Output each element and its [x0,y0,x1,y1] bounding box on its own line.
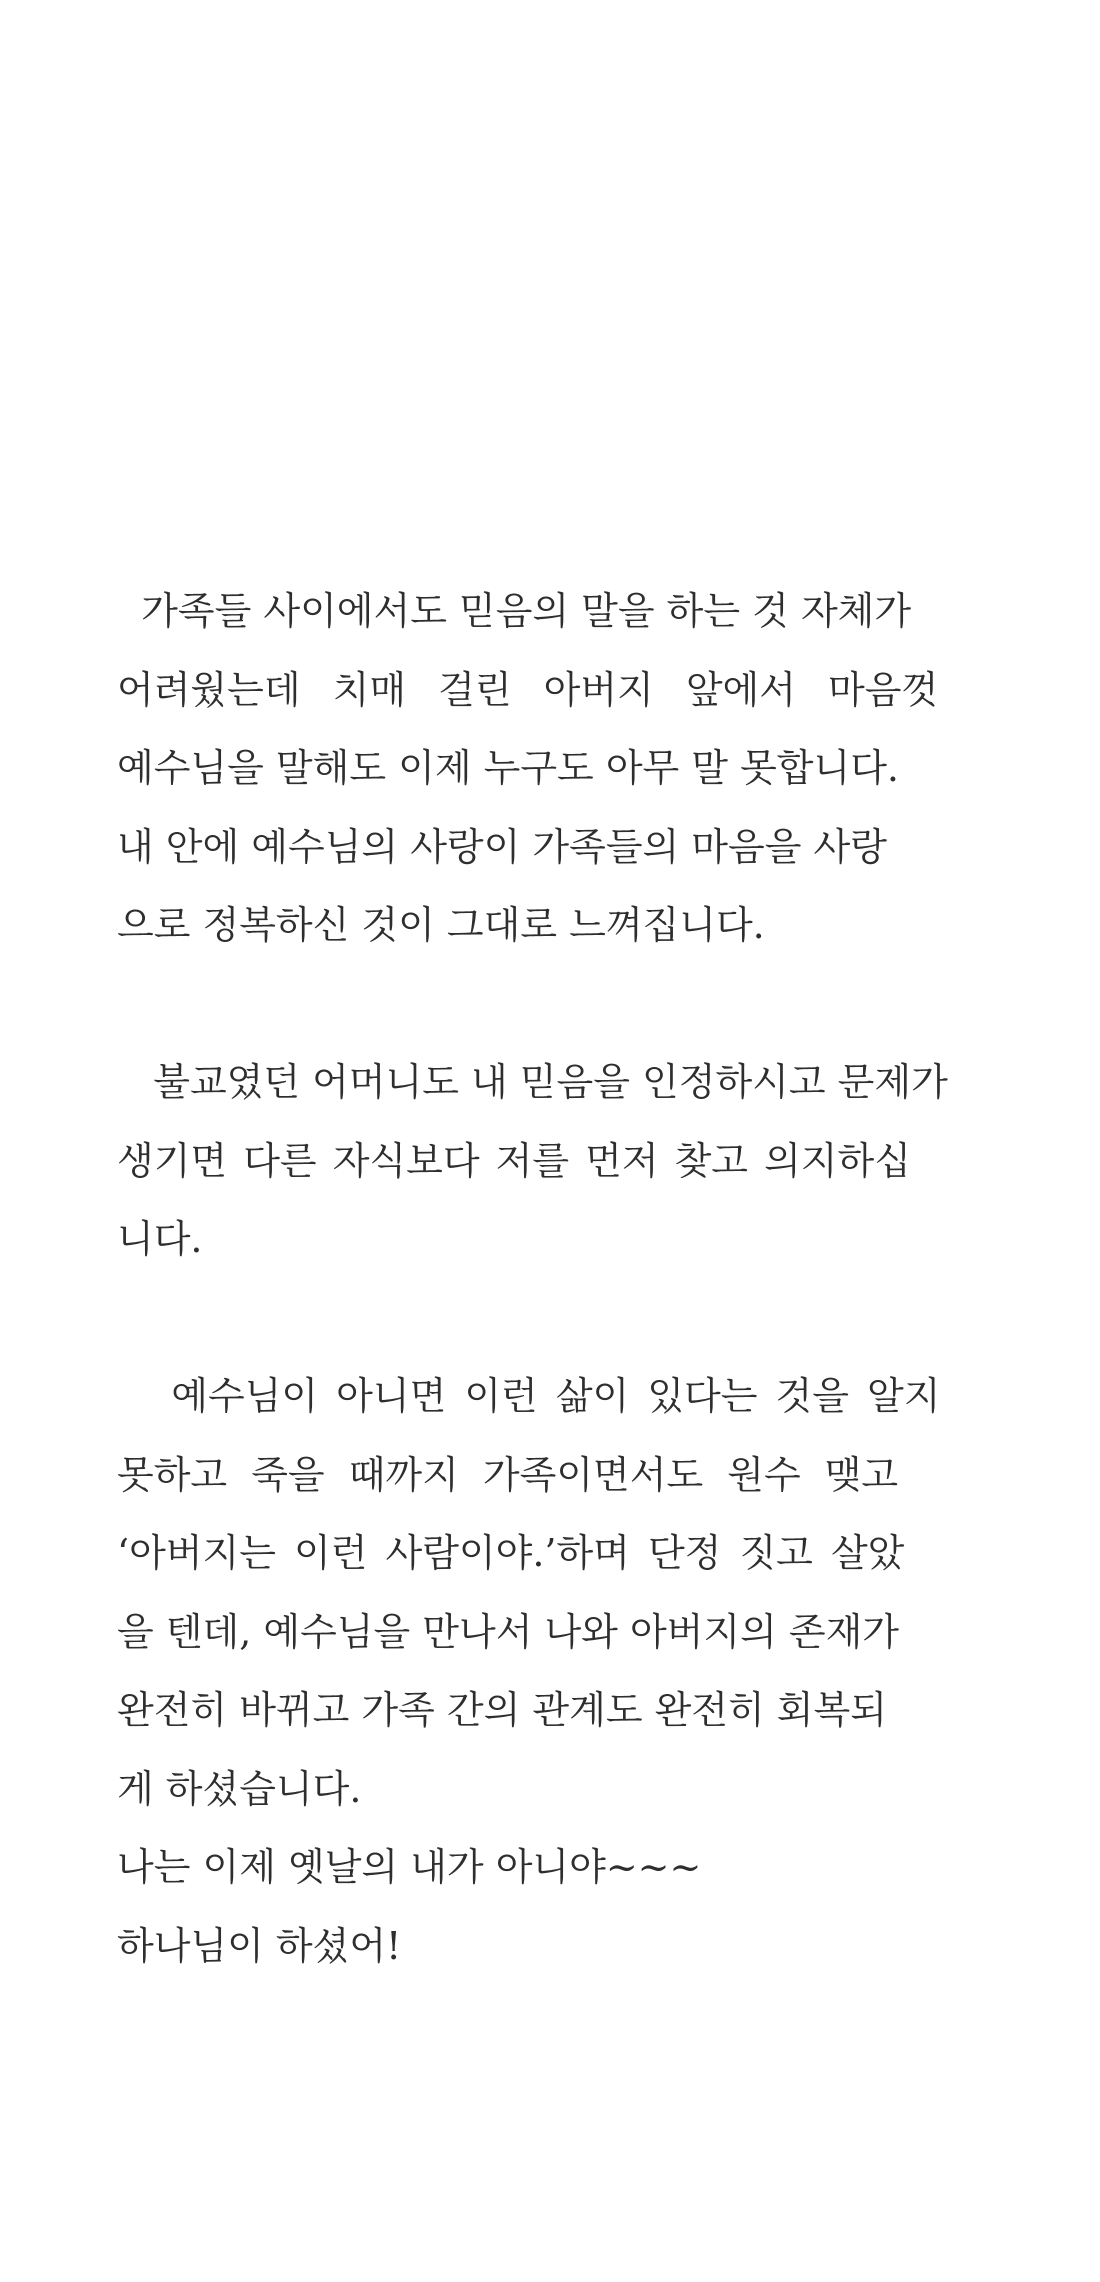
paragraph-2 [117,1043,985,1279]
paragraph-gap [117,965,985,1044]
text-line: ‘아버지는 이런 사람이야.’하며 단정 짓고 살았 [117,1531,905,1575]
text-line [117,651,985,730]
text-line: 예수님이 아니면 이런 삶이 있다는 것을 알지 [117,1374,941,1418]
text-line: 나는 이제 옛날의 내가 아니야~~~ [117,1845,702,1889]
text-line: 으로 정복하신 것이 그대로 느껴집니다. [117,903,765,947]
text-line-content: 어려웠는데 치매 걸린 아버지 앞에서 마음껏 [117,667,939,712]
text-line: 게 하셨습니다. [117,1766,362,1811]
text-line: 생기면 다른 자식보다 저를 먼저 찾고 의지하십 [117,1138,911,1183]
text-line: 하나님이 하셨어! [117,1923,402,1968]
text-line: 완전히 바뀌고 가족 간의 관계도 완전히 회복되 [117,1688,887,1732]
paragraph-3 [117,1357,985,1985]
text-line: 못하고 죽을 때까지 가족이면서도 원수 맺고 [117,1452,899,1497]
text-line: 불교였던 어머니도 내 믿음을 인정하시고 문제가 [117,1060,948,1104]
text-line: 내 안에 예수님의 사랑이 가족들의 마음을 사랑 [117,824,887,869]
text-line: 을 텐데, 예수님을 만나서 나와 아버지의 존재가 [117,1609,900,1654]
text-line: 예수님을 말해도 이제 누구도 아무 말 못합니다. [117,746,900,790]
text-line: 니다. [117,1217,203,1261]
paragraph-gap [117,1279,985,1358]
paragraph-1 [117,572,985,965]
text-line: 가족들 사이에서도 믿음의 말을 하는 것 자체가 [117,589,912,633]
testimony-text [117,572,985,1985]
